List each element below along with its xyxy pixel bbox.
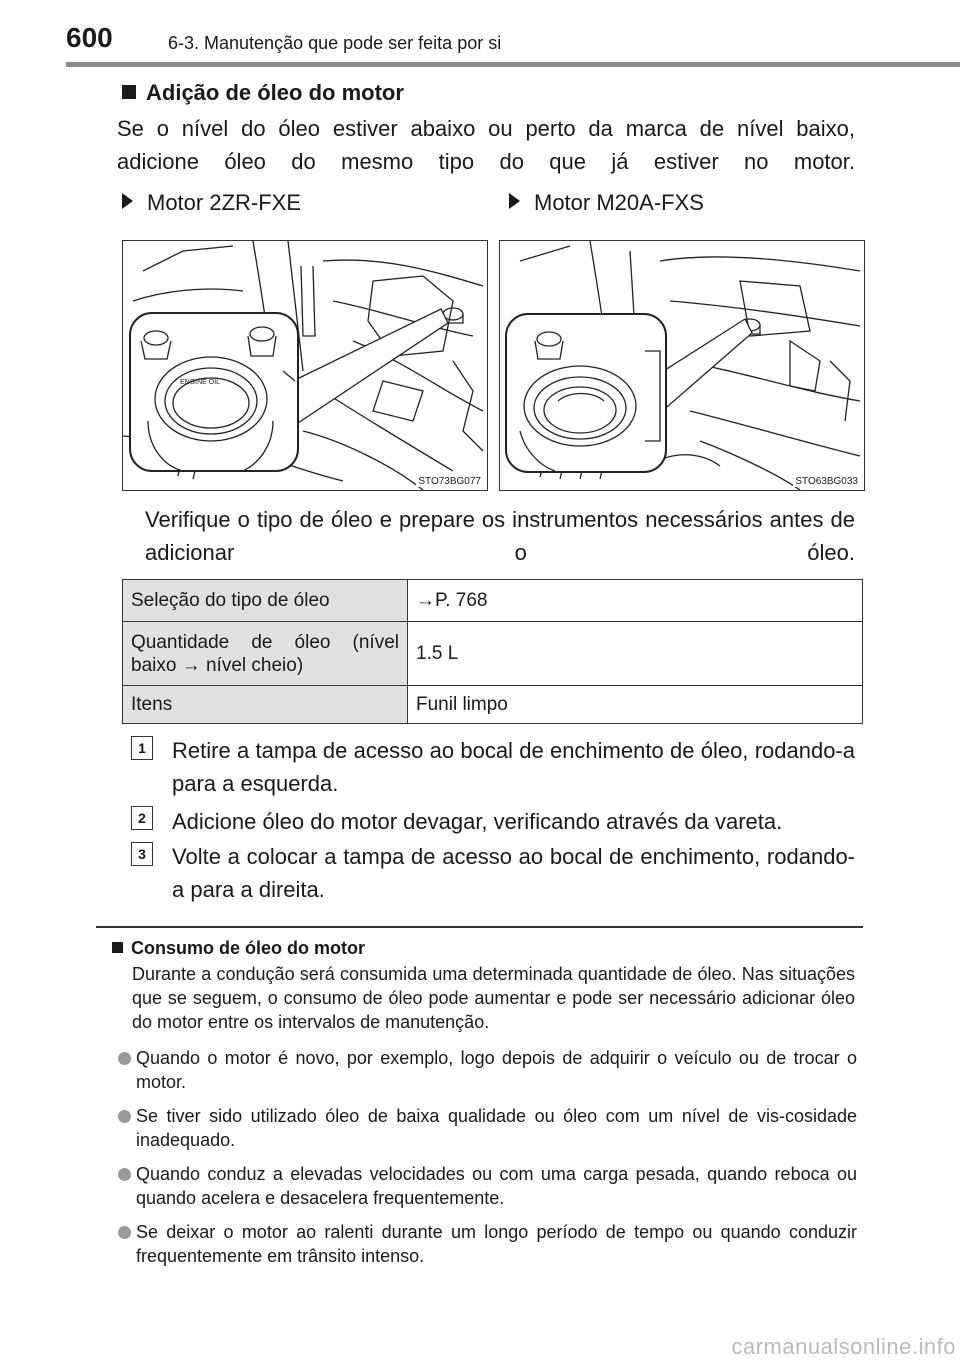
step-number-badge: 3	[131, 842, 153, 866]
triangle-bullet-icon	[122, 193, 133, 209]
figure-label-2zr	[122, 190, 301, 216]
oil-spec-table	[122, 579, 863, 724]
consumption-bullet: Se deixar o motor ao ralenti durante um longo período de tempo ou quando conduzir frequentemente em trânsito intenso.	[136, 1222, 857, 1266]
section-divider	[96, 926, 863, 928]
engine-drawing-2zr	[123, 241, 487, 490]
consumption-bullet: Quando o motor é novo, por exemplo, logo depois de adquirir o veículo ou de trocar o motor.	[136, 1048, 857, 1092]
figure-code: STO63BG033	[795, 476, 858, 487]
consumption-intro: Durante a condução será consumida uma determinada quantidade de óleo. Nas situações que se seguem, o consumo de óleo pode aumentar e pode ser necessário adicionar óleo do motor entre os intervalos de manutenção.	[132, 964, 855, 1032]
chapter-title: 6-3. Manutenção que pode ser feita por si	[168, 33, 502, 53]
consumption-bullet: Se tiver sido utilizado óleo de baixa qualidade ou óleo com um nível de vis-cosidade inadequado.	[136, 1106, 857, 1150]
table-value-cell: Funil limpo	[408, 686, 863, 724]
step-number-badge: 1	[131, 736, 153, 760]
step-text: Adicione óleo do motor devagar, verificando através da vareta.	[172, 809, 783, 834]
section-heading-text: Consumo de óleo do motor	[131, 938, 365, 958]
triangle-bullet-icon	[509, 193, 520, 209]
bullet-dot-icon	[118, 1052, 131, 1065]
bullet-dot-icon	[118, 1226, 131, 1239]
engine-oil-cap-label: ENGINE OIL	[180, 379, 221, 386]
header-divider	[66, 62, 960, 67]
bullet-dot-icon	[118, 1168, 131, 1181]
consumption-bullet: Quando conduz a elevadas velocidades ou com uma carga pesada, quando reboca ou quando acelera e desacelera frequentemente.	[136, 1164, 857, 1208]
intro-paragraph: Se o nível do óleo estiver abaixo ou perto da marca de nível baixo, adicione óleo do mesmo tipo do que já estiver no motor.	[117, 116, 855, 174]
square-bullet-icon	[122, 85, 136, 99]
engine-illustration-2zr	[122, 240, 488, 491]
figure-code: STO73BG077	[418, 476, 481, 487]
check-paragraph: Verifique o tipo de óleo e prepare os instrumentos necessários antes de adicionar o óleo.	[145, 507, 855, 565]
engine-drawing-m20a	[500, 241, 864, 490]
engine-illustration-m20a	[499, 240, 865, 491]
table-row	[123, 580, 863, 622]
table-value-cell: 1.5 L	[408, 622, 863, 686]
figure-label-text: Motor 2ZR-FXE	[147, 190, 302, 215]
step-text: Retire a tampa de acesso ao bocal de enchimento de óleo, rodando-a para a esquerda.	[172, 738, 855, 796]
step-number-badge: 2	[131, 806, 153, 830]
section-heading-oil-addition	[122, 80, 404, 106]
table-label-cell: Quantidade de óleo (nível baixo → nível cheio)	[123, 622, 408, 686]
table-row	[123, 686, 863, 724]
figure-label-text: Motor M20A-FXS	[534, 190, 704, 215]
table-label-cell: Seleção do tipo de óleo	[123, 580, 408, 622]
figure-label-m20a	[509, 190, 704, 216]
section-heading-oil-consumption	[112, 938, 365, 959]
square-bullet-icon	[112, 942, 123, 953]
page-number: 600	[66, 22, 113, 53]
table-label-cell: Itens	[123, 686, 408, 724]
step-text: Volte a colocar a tampa de acesso ao bocal de enchimento, rodando-a para a direita.	[172, 844, 855, 902]
section-heading-text: Adição de óleo do motor	[146, 80, 404, 105]
bullet-dot-icon	[118, 1110, 131, 1123]
table-value-cell: →P. 768	[408, 580, 863, 622]
table-row	[123, 622, 863, 686]
watermark: carmanualsonline.info	[731, 1334, 956, 1359]
